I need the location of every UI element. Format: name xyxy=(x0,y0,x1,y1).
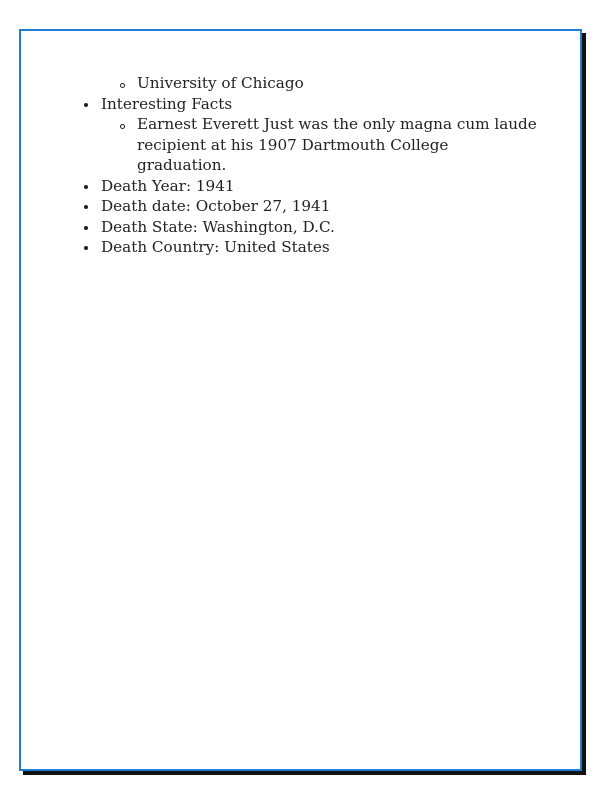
disc-bullet-icon xyxy=(84,185,88,189)
list-item-text: Interesting Facts xyxy=(101,94,233,113)
list-item-text: Death Country: United States xyxy=(101,238,330,256)
list-item xyxy=(81,196,541,217)
document-page xyxy=(19,29,582,771)
list-item-sub xyxy=(81,73,541,94)
list-item-text: Death Year: 1941 xyxy=(101,176,235,195)
list-item xyxy=(81,217,541,238)
list-item-text: University of Chicago xyxy=(137,74,304,92)
disc-bullet-icon xyxy=(84,103,88,107)
list-item-sub xyxy=(81,114,541,176)
bullet-list xyxy=(81,73,541,258)
list-item xyxy=(81,176,541,197)
list-item-text: Death date: October 27, 1941 xyxy=(101,197,331,215)
circle-bullet-icon xyxy=(120,124,125,129)
disc-bullet-icon xyxy=(84,226,88,230)
disc-bullet-icon xyxy=(84,246,88,250)
list-item xyxy=(81,94,541,115)
list-item xyxy=(81,237,541,258)
disc-bullet-icon xyxy=(84,205,88,209)
list-item-text: Death State: Washington, D.C. xyxy=(101,217,335,236)
list-item-text: Earnest Everett Just was the only magna cum laude recipient at his 1907 Dartmouth College graduation. xyxy=(137,115,537,174)
circle-bullet-icon xyxy=(120,83,125,88)
